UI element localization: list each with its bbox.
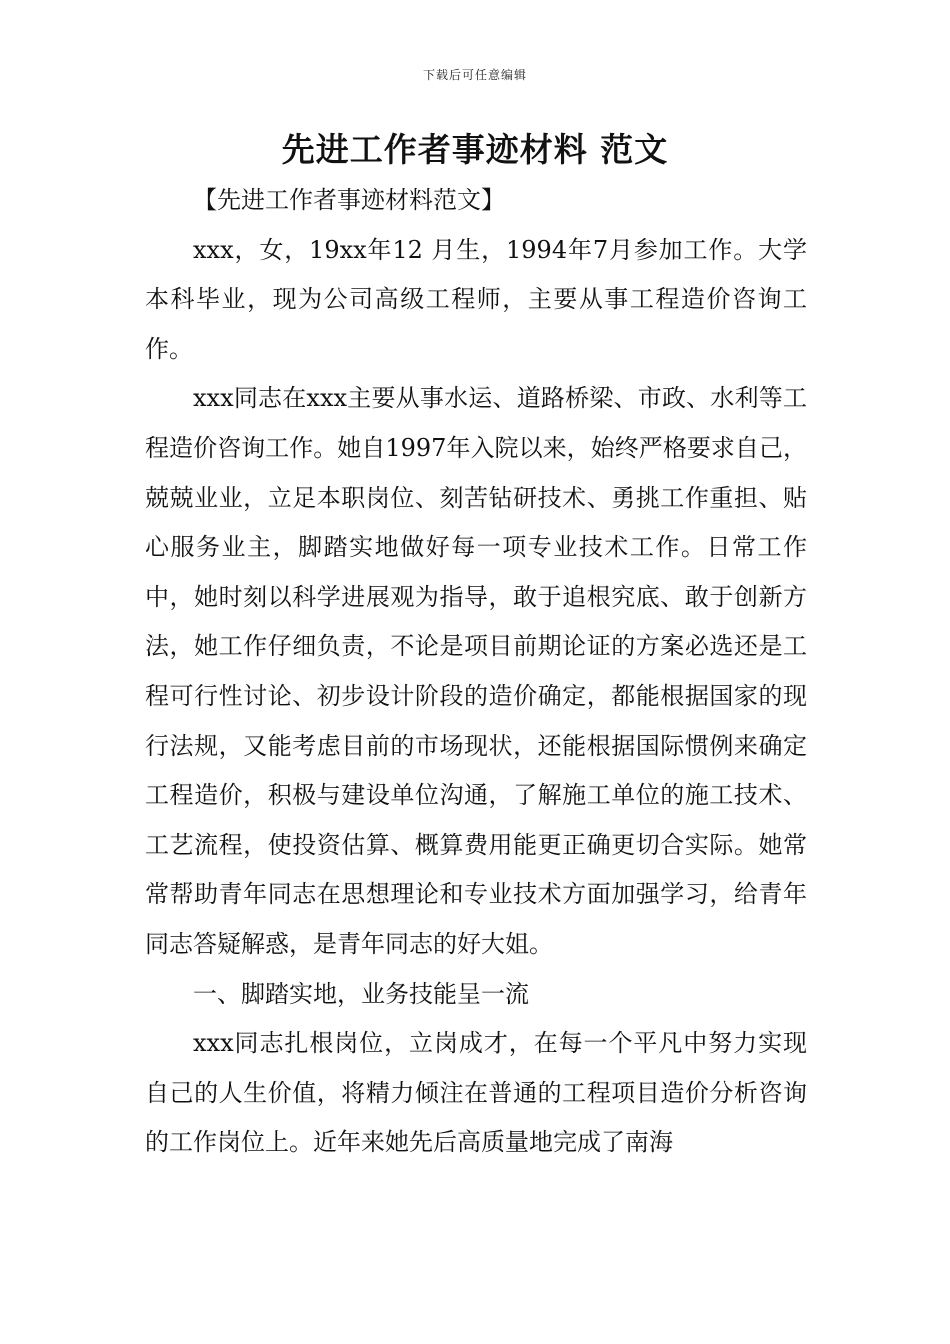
- document-subtitle: 【先进工作者事迹材料范文】: [193, 186, 505, 214]
- paragraph-work-summary: xxx同志在xxx主要从事水运、道路桥梁、市政、水利等工程造价咨询工作。她自1997年入院以来，始终严格要求自己，兢兢业业，立足本职岗位、刻苦钻研技术、勇挑工作重担、贴心服务业主，脚踏实地做好每一项专业技术工作。日常工作中，她时刻以科学进展观为指导，敢于追根究底、敢于创新方法，她工作仔细负责，不论是项目前期论证的方案必选还是工程可行性讨论、初步设计阶段的造价确定，都能根据国家的现行法规，又能考虑目前的市场现状，还能根据国际惯例来确定工程造价，积极与建设单位沟通，了解施工单位的施工技术、工艺流程，使投资估算、概算费用能更正确更切合实际。她常常帮助青年同志在思想理论和专业技术方面加强学习，给青年同志答疑解惑，是青年同志的好大姐。: [145, 384, 807, 958]
- paragraph-section-1: xxx同志扎根岗位，立岗成才，在每一个平凡中努力实现自己的人生价值，将精力倾注在普通的工程项目造价分析咨询的工作岗位上。近年来她先后高质量地完成了南海: [145, 1029, 807, 1157]
- section-heading-1: 一、脚踏实地，业务技能呈一流: [193, 979, 529, 1008]
- document-body: [145, 176, 807, 1168]
- header-note: 下载后可任意编辑: [422, 68, 527, 82]
- document-title: 先进工作者事迹材料 范文: [281, 130, 669, 169]
- paragraph-intro: xxx，女，19xx年12 月生，1994年7月参加工作。大学本科毕业，现为公司高级工程师，主要从事工程造价咨询工作。: [145, 235, 807, 363]
